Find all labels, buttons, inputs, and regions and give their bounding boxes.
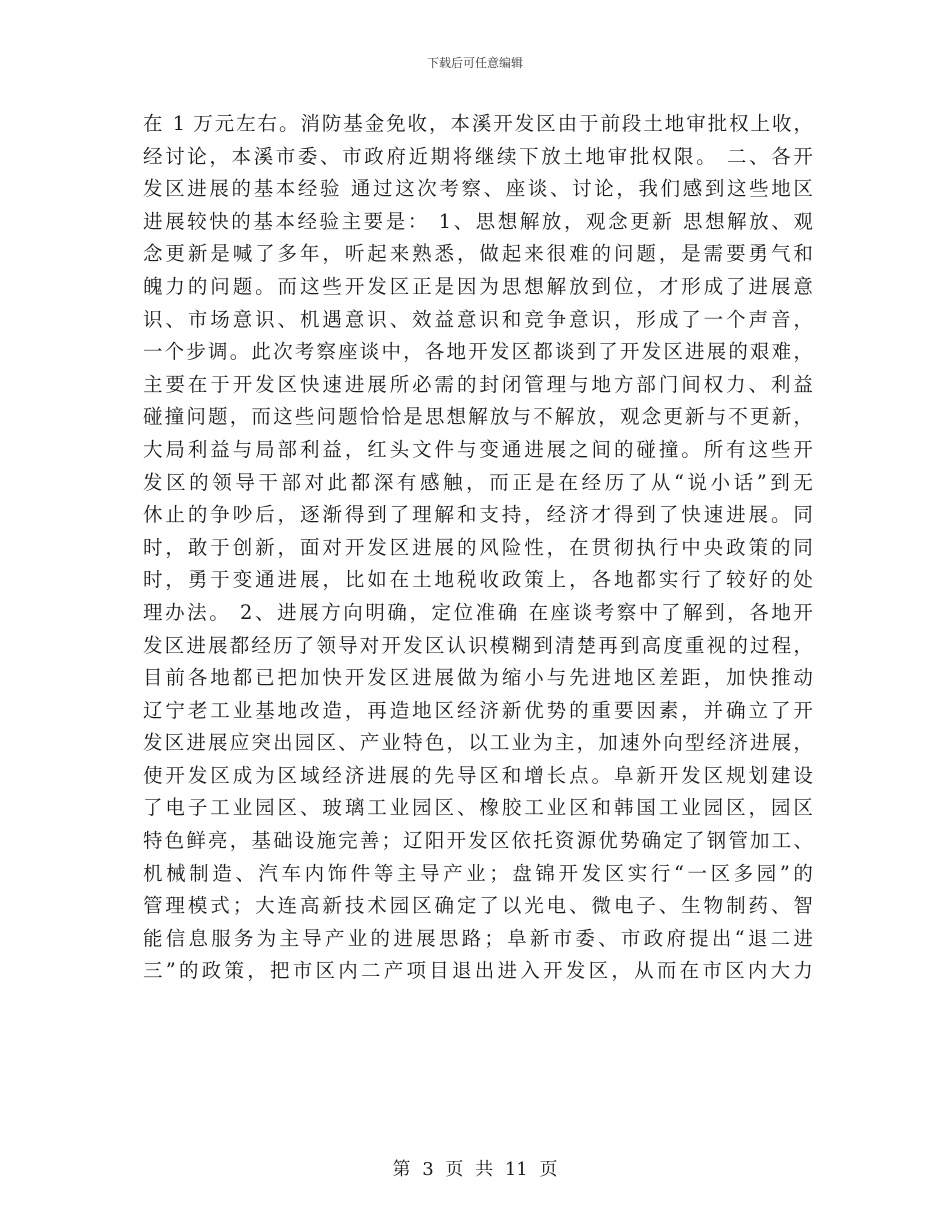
body-line: 三”的政策，把市区内二产项目退出进入开发区，从而在市区内大力	[143, 959, 813, 983]
body-line: 碰撞问题，而这些问题恰恰是思想解放与不解放，观念更新与不更新，	[143, 405, 813, 429]
body-line: 主要在于开发区快速进展所必需的封闭管理与地方部门间权力、利益	[143, 372, 813, 396]
body-line: 辽宁老工业基地改造，再造地区经济新优势的重要因素，并确立了开	[143, 698, 813, 722]
body-line: 理办法。 2、进展方向明确，定位准确 在座谈考察中了解到，各地开	[143, 600, 813, 624]
page-number-footer: 第 3 页 共 11 页	[392, 1159, 558, 1180]
body-line: 目前各地都已把加快开发区进展做为缩小与先进地区差距，加快推动	[143, 666, 813, 690]
body-line: 管理模式；大连高新技术园区确定了以光电、微电子、生物制药、智	[143, 894, 813, 918]
body-line: 特色鲜亮，基础设施完善；辽阳开发区依托资源优势确定了钢管加工、	[143, 829, 813, 853]
body-line: 时，敢于创新，面对开发区进展的风险性，在贯彻执行中央政策的同	[143, 535, 813, 559]
body-line: 使开发区成为区域经济进展的先导区和增长点。阜新开发区规划建设	[143, 763, 813, 787]
body-line: 经讨论，本溪市委、市政府近期将继续下放土地审批权限。 二、各开	[143, 144, 813, 168]
body-line: 发区进展应突出园区、产业特色，以工业为主，加速外向型经济进展，	[143, 731, 813, 755]
page-header: 下载后可任意编辑	[426, 56, 523, 70]
body-line: 一个步调。此次考察座谈中，各地开发区都谈到了开发区进展的艰难，	[143, 340, 813, 364]
body-line: 机械制造、汽车内饰件等主导产业；盘锦开发区实行“一区多园”的	[143, 861, 813, 885]
body-line: 时，勇于变通进展，比如在土地税收政策上，各地都实行了较好的处	[143, 568, 813, 592]
body-line: 发区进展的基本经验 通过这次考察、座谈、讨论，我们感到这些地区	[143, 177, 813, 201]
body-line: 大局利益与局部利益，红头文件与变通进展之间的碰撞。所有这些开	[143, 437, 813, 461]
document-body	[143, 108, 813, 988]
body-line: 发区进展都经历了领导对开发区认识模糊到清楚再到高度重视的过程，	[143, 633, 813, 657]
body-line: 在 1 万元左右。消防基金免收，本溪开发区由于前段土地审批权上收，	[143, 112, 813, 135]
body-line: 进展较快的基本经验主要是： 1、思想解放，观念更新 思想解放、观	[143, 209, 813, 233]
body-line: 念更新是喊了多年，听起来熟悉，做起来很难的问题，是需要勇气和	[143, 242, 813, 266]
body-line: 魄力的问题。而这些开发区正是因为思想解放到位，才形成了进展意	[143, 274, 813, 298]
body-line: 能信息服务为主导产业的进展思路；阜新市委、市政府提出“退二进	[143, 926, 813, 950]
body-line: 发区的领导干部对此都深有感触，而正是在经历了从“说小话”到无	[143, 470, 813, 494]
body-line: 休止的争吵后，逐渐得到了理解和支持，经济才得到了快速进展。同	[143, 503, 813, 527]
body-line: 了电子工业园区、玻璃工业园区、橡胶工业区和韩国工业园区，园区	[143, 796, 813, 820]
body-line: 识、市场意识、机遇意识、效益意识和竞争意识，形成了一个声音，	[143, 307, 813, 331]
